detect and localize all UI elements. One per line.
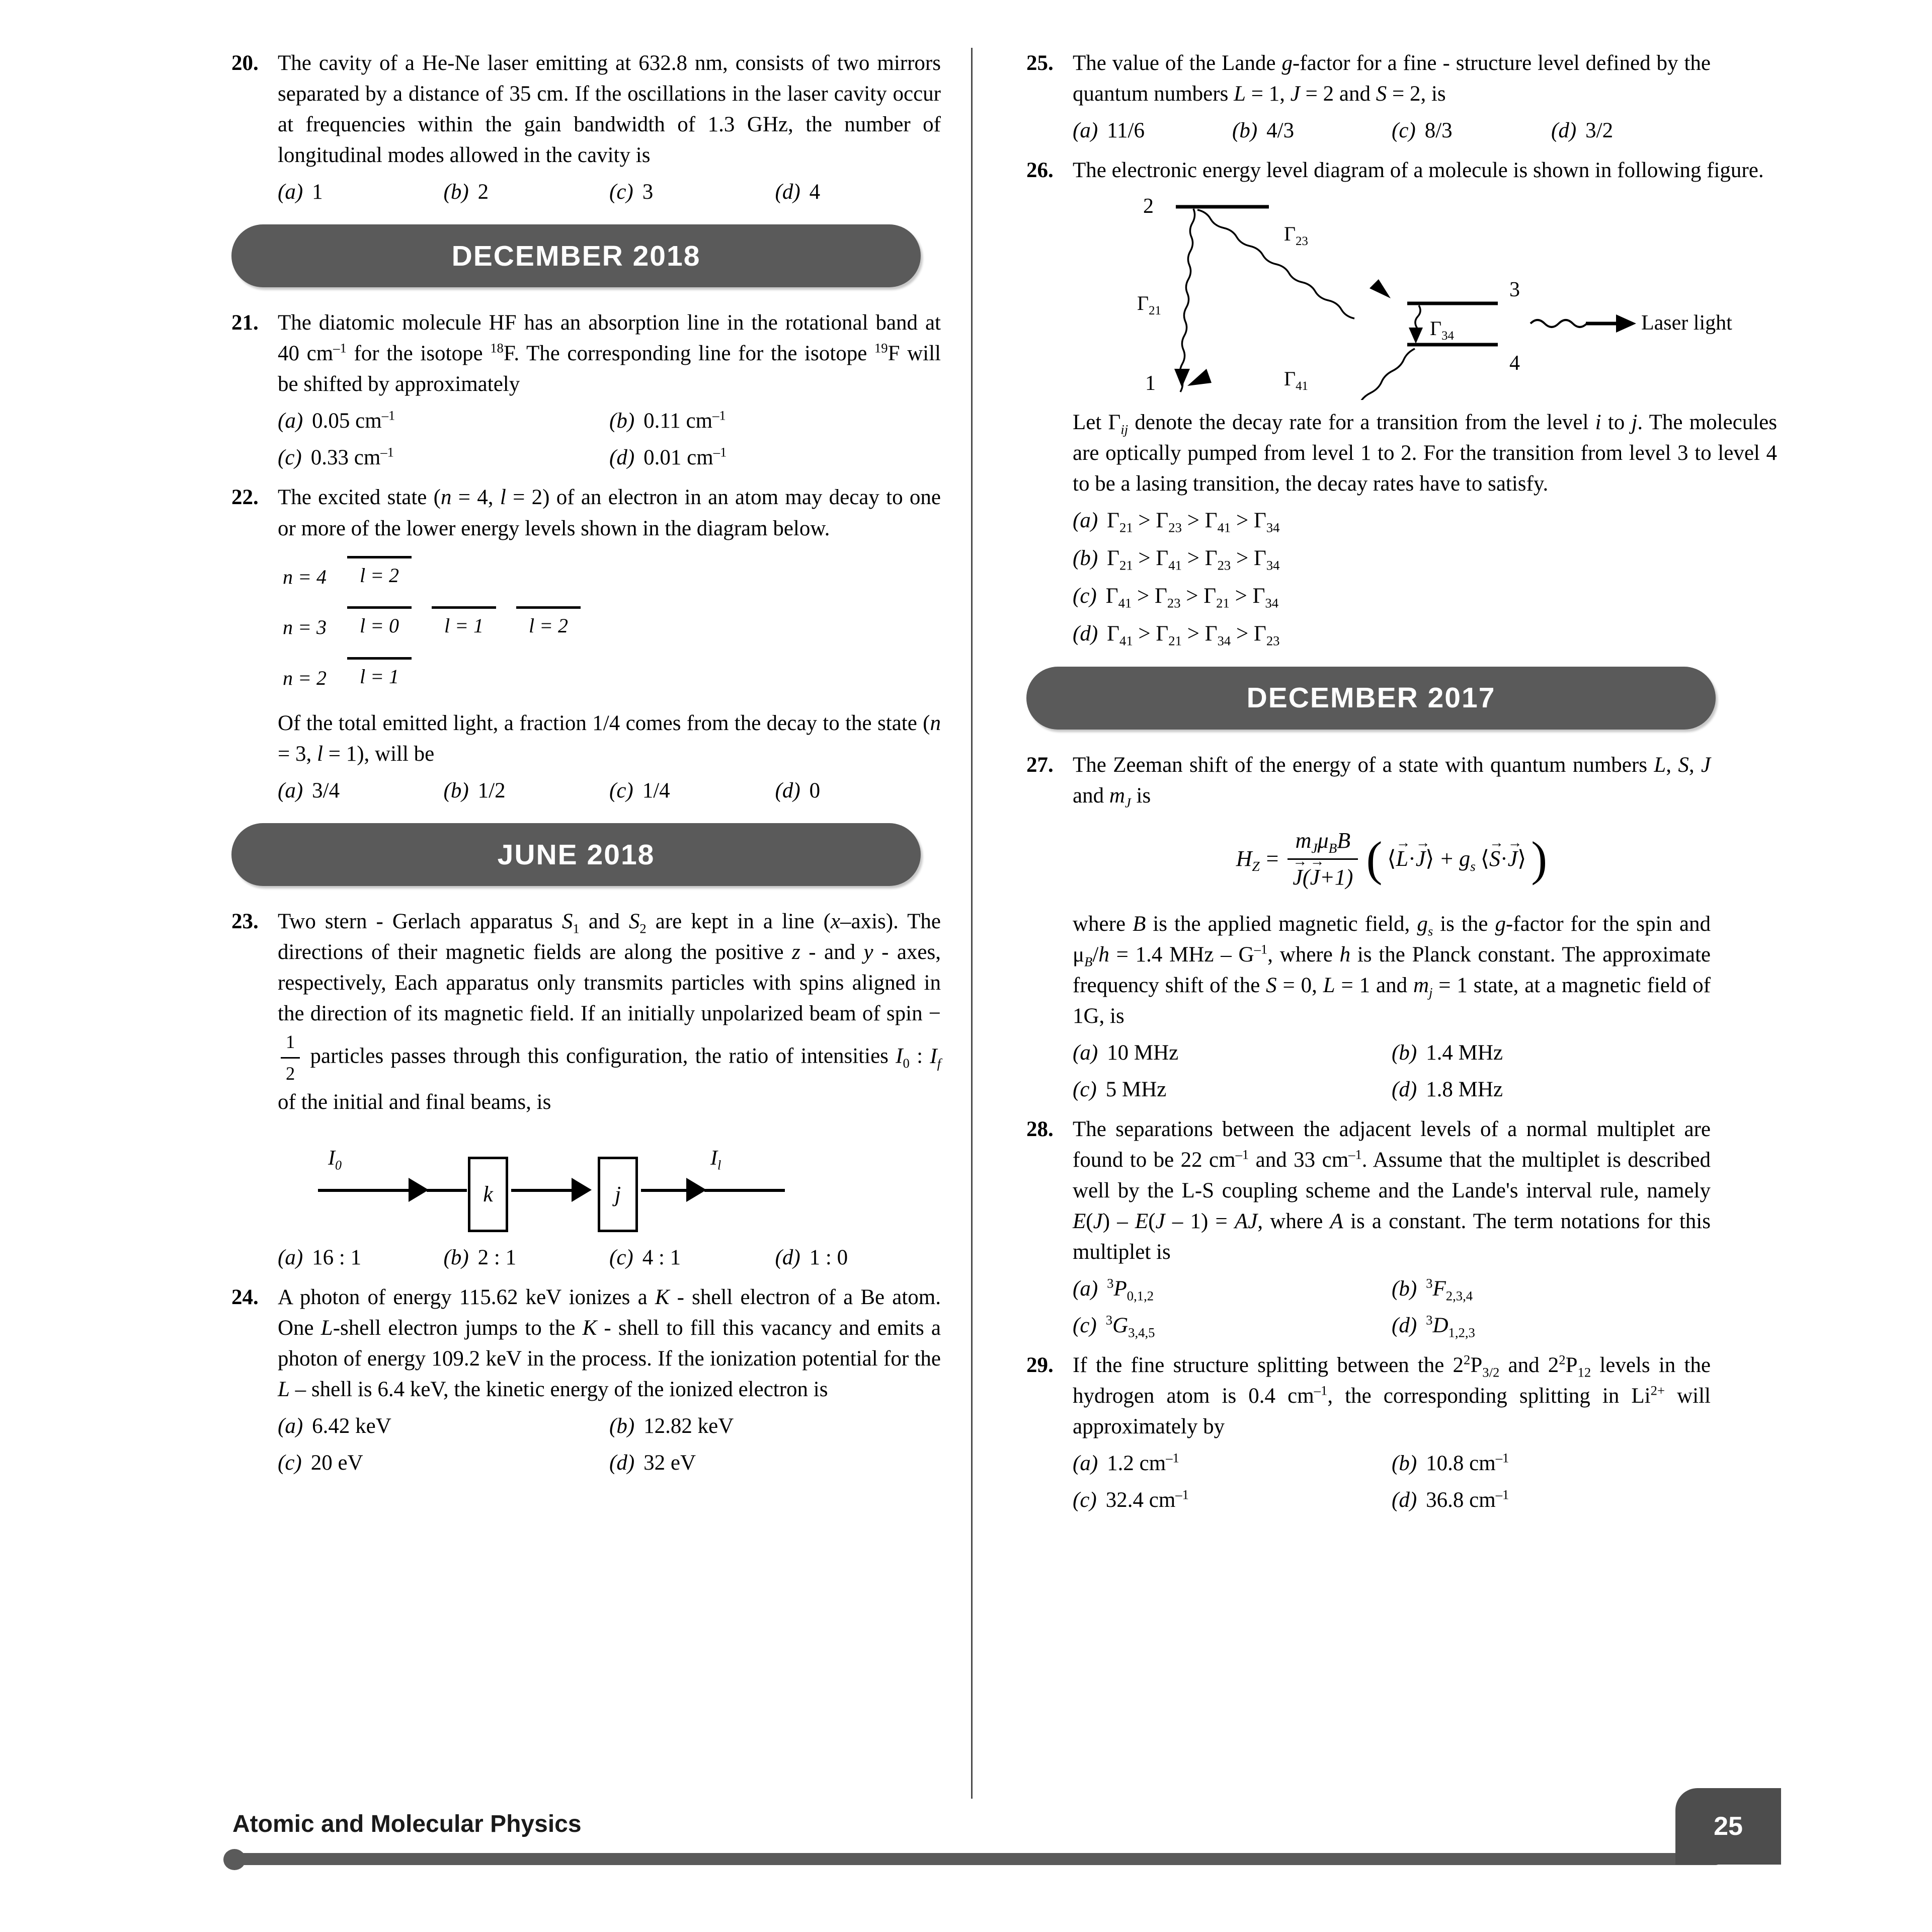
- option-row-1: [278, 406, 941, 436]
- question-text: The excited state (n = 4, l = 2) of an electron in an atom may decay to one or more of the lower energy levels shown in the diagram below.: [278, 486, 941, 540]
- question-24: [231, 1282, 941, 1478]
- option-text: 11/6: [1107, 119, 1145, 143]
- option-c[interactable]: [278, 1447, 609, 1478]
- option-b[interactable]: [609, 406, 941, 436]
- sublevel-group: [347, 606, 581, 640]
- option-label: (b): [1392, 1040, 1417, 1065]
- option-a[interactable]: [1073, 1448, 1392, 1479]
- option-label: (d): [1073, 622, 1098, 646]
- option-text: $\Gamma_{41} > \Gamma_{21} > \Gamma_{34} > \Gamma_{23}$: [1107, 622, 1280, 649]
- question-number: 22.: [231, 486, 259, 510]
- option-row: [278, 1242, 941, 1273]
- option-label: (d): [1392, 1488, 1417, 1512]
- option-text: 16 : 1: [312, 1246, 362, 1270]
- question-text: The electronic energy level diagram of a molecule is shown in following figure.: [1073, 158, 1764, 183]
- option-text: 5 MHz: [1105, 1077, 1167, 1101]
- energy-level-diagram: [283, 556, 941, 693]
- right-column: [971, 48, 1777, 1524]
- sublevel: [432, 606, 496, 640]
- question-body: [278, 307, 941, 473]
- question-28: [1026, 1114, 1711, 1341]
- apparatus-box-j: [598, 1157, 638, 1232]
- option-label: (c): [1073, 1488, 1097, 1512]
- question-23: [231, 906, 941, 1273]
- question-number: 28.: [1026, 1117, 1054, 1141]
- option-row: [1073, 115, 1711, 146]
- option-label: (a): [1073, 1040, 1098, 1065]
- level-3-label: 3: [1509, 278, 1520, 302]
- option-label: (d): [609, 1451, 635, 1475]
- question-22: [231, 482, 941, 806]
- level-2-label: 2: [1143, 195, 1154, 218]
- option-text: $^3P_{0,1,2}$: [1107, 1275, 1154, 1304]
- option-label: (a): [278, 180, 303, 204]
- section-banner-december-2018: DECEMBER 2018: [231, 224, 921, 287]
- question-text: The cavity of a He-Ne laser emitting at 632.8 nm, consists of two mirrors separated by a distance of 35 cm. If the oscillations in the laser cavity occur at frequencies within the gain bandwidth of 1.3 GHz, the number of longitudinal modes allowed in the cavity is: [278, 51, 941, 168]
- sublevel-label: l = 1: [359, 665, 399, 688]
- gamma-23-label: $\Gamma_{23}$: [1284, 222, 1308, 249]
- option-row-2: [1073, 1074, 1711, 1105]
- formula-equals: =: [1264, 846, 1280, 871]
- option-d[interactable]: [609, 442, 941, 473]
- question-text: If the fine structure splitting between the $2^2P_{3/2}$ and $2^2P_{12}$ levels in the hydrogen atom is 0.4 $cm^{-1}$, the corresponding splitting in $Li^{2+}$ will approximately by: [1073, 1352, 1711, 1439]
- laser-diagram-svg: [1133, 189, 1777, 400]
- option-row-1: [1073, 1273, 1711, 1304]
- question-text: The diatomic molecule HF has an absorption line in the rotational band at 40 $cm^{-1}$ for the isotope $^{18}$F. The corresponding line for the isotope $^{19}$F will be shifted by approximately: [278, 311, 941, 396]
- option-label: (b): [609, 409, 635, 433]
- sublevel-group: [347, 657, 412, 691]
- question-body: [278, 1282, 941, 1478]
- laser-energy-level-diagram: [1133, 189, 1777, 400]
- option-c[interactable]: [1073, 1074, 1392, 1105]
- left-column: [231, 48, 971, 1487]
- option-label: (b): [443, 779, 469, 803]
- gamma-41-arrow: [1187, 369, 1212, 386]
- formula-fraction: [1287, 825, 1358, 894]
- laser-light-label: Laser light: [1641, 311, 1732, 335]
- laser-light-arrow: [1616, 314, 1636, 333]
- option-c[interactable]: [609, 775, 775, 806]
- option-label: (b): [443, 1246, 469, 1270]
- option-text: 12.82 keV: [643, 1414, 734, 1438]
- question-26: [1026, 155, 1777, 649]
- option-row-1: [278, 1411, 941, 1441]
- beam-line-mid2: [511, 1189, 577, 1192]
- option-text: 2: [477, 180, 489, 204]
- option-a[interactable]: [278, 775, 444, 806]
- level-bar: [516, 606, 581, 609]
- gamma-23-arrow: [1370, 279, 1391, 298]
- fraction-numerator: $m_J\mu_BB$: [1295, 828, 1351, 856]
- option-label: (a): [278, 1414, 303, 1438]
- question-body: [278, 482, 941, 806]
- question-number: 20.: [231, 51, 259, 75]
- question-body: [1073, 1350, 1711, 1515]
- option-label: (d): [609, 446, 635, 470]
- option-text: 3: [642, 180, 654, 204]
- option-label: (a): [1073, 1452, 1098, 1476]
- option-d[interactable]: [775, 177, 941, 207]
- question-text-continued: Let $\Gamma_{ij}$ denote the decay rate for a transition from the level i to j. The molecules are optically pumped from level 1 to 2. For the transition from level 3 to level 4 to be a lasing transition, the decay rates have to satisfy.: [1073, 411, 1777, 496]
- option-label: (c): [609, 180, 633, 204]
- option-text: 0.33 $cm^{-1}$: [310, 445, 394, 470]
- arrow-head-in: [409, 1178, 429, 1202]
- option-label: (b): [1392, 1277, 1417, 1301]
- option-text: 1 : 0: [809, 1246, 848, 1270]
- option-d[interactable]: [775, 1242, 941, 1273]
- beam-line-in: [318, 1189, 414, 1192]
- option-row-2: [1073, 1310, 1711, 1341]
- question-number: 25.: [1026, 51, 1054, 75]
- zeeman-formula: [1073, 825, 1711, 894]
- option-label: (d): [1551, 119, 1577, 143]
- question-number: 21.: [231, 311, 259, 335]
- page-number-badge: 25: [1675, 1788, 1781, 1865]
- option-text: 0: [809, 779, 821, 803]
- option-label: (d): [775, 1246, 800, 1270]
- question-body: [1073, 48, 1711, 146]
- option-c[interactable]: [1073, 581, 1777, 611]
- option-label: (a): [278, 409, 303, 433]
- level-n-label: n = 2: [283, 667, 327, 690]
- sublevel: [516, 606, 581, 640]
- option-b[interactable]: [444, 775, 610, 806]
- question-body: [1073, 750, 1711, 1105]
- sublevel-label: l = 0: [359, 614, 399, 637]
- option-b[interactable]: [444, 177, 610, 207]
- question-text-continued: where B is the applied magnetic field, $g_s$ is the g-factor for the spin and $\mu_B/h = 1.4$ MHz – $G^{-1}$, where h is the Planck constant. The approximate frequency shift of the S = 0, L = 1 and $m_j = 1$ state, at a magnetic field of 1G, is: [1073, 912, 1711, 1028]
- question-body: [278, 48, 941, 207]
- option-b[interactable]: [609, 1411, 941, 1441]
- gamma-21-wave: [1180, 209, 1194, 392]
- arrow-head-mid: [572, 1178, 592, 1202]
- option-label: (b): [1392, 1452, 1417, 1476]
- level-1-label: 1: [1145, 372, 1156, 395]
- option-list: [1073, 505, 1777, 649]
- option-a[interactable]: [1073, 1273, 1392, 1304]
- sublevel-label: l = 2: [528, 614, 569, 637]
- option-text: 6.42 keV: [312, 1414, 391, 1438]
- question-27: [1026, 750, 1711, 1105]
- option-d[interactable]: [1392, 1310, 1711, 1341]
- option-text: 10 MHz: [1107, 1040, 1179, 1065]
- option-b[interactable]: [1232, 115, 1392, 146]
- level-bar: [347, 606, 412, 609]
- option-text: 10.8 $cm^{-1}$: [1426, 1450, 1509, 1476]
- option-text: $\Gamma_{21} > \Gamma_{23} > \Gamma_{41} > \Gamma_{34}$: [1107, 509, 1280, 535]
- inner-product-sj: ⟨S →·J →⟩: [1481, 843, 1526, 874]
- option-text: 32 eV: [643, 1451, 696, 1475]
- option-label: (c): [278, 446, 302, 470]
- sublevel-group: [347, 556, 412, 590]
- question-29: [1026, 1350, 1711, 1515]
- option-d[interactable]: [1392, 1485, 1711, 1515]
- laser-light-wave: [1531, 320, 1587, 327]
- energy-level-row-n4: [283, 556, 941, 592]
- option-b[interactable]: [1073, 543, 1777, 574]
- fraction-denominator: J →(J →+1): [1287, 858, 1358, 893]
- option-label: (d): [775, 779, 800, 803]
- question-25: [1026, 48, 1711, 146]
- option-text: 36.8 $cm^{-1}$: [1426, 1487, 1509, 1512]
- option-text: $^3D_{1,2,3}$: [1426, 1312, 1475, 1340]
- option-label: (c): [1392, 119, 1416, 143]
- option-text: $^3G_{3,4,5}$: [1105, 1312, 1155, 1340]
- close-paren: ): [1531, 832, 1548, 886]
- option-text: 4/3: [1266, 119, 1295, 143]
- option-label: (b): [609, 1414, 635, 1438]
- option-b[interactable]: [1392, 1273, 1711, 1304]
- option-text: 32.4 $cm^{-1}$: [1105, 1487, 1189, 1512]
- option-a[interactable]: [1073, 1037, 1392, 1068]
- option-row-2: [278, 1447, 941, 1478]
- question-text: Two stern - Gerlach apparatus $S_1$ and $S_2$ are kept in a line (x–axis). The directions of their magnetic fields are along the positive z - and y - axes, respectively, Each apparatus only transmits particles with spins aligned in the direction of its magnetic field. If an initially unpolarized beam of spin − $\frac{1}{2}$ particles passes through this configuration, the ratio of intensities $I_0$ : $I_f$ of the initial and final beams, is: [278, 910, 941, 1114]
- option-text: 1: [312, 180, 323, 204]
- option-label: (c): [609, 779, 633, 803]
- option-label: (c): [609, 1246, 633, 1270]
- beam-line-out2: [704, 1189, 785, 1192]
- section-banner-june-2018: JUNE 2018: [231, 823, 921, 886]
- option-text: 1.2 $cm^{-1}$: [1107, 1450, 1179, 1476]
- beam-line-mid1: [427, 1189, 467, 1192]
- option-d[interactable]: [1551, 115, 1711, 146]
- gamma-23-wave: [1197, 210, 1354, 318]
- question-body: [278, 906, 941, 1273]
- option-a[interactable]: [278, 1411, 609, 1441]
- level-n-label: n = 3: [283, 616, 327, 639]
- option-d[interactable]: [609, 1447, 941, 1478]
- energy-level-row-n2: [283, 657, 941, 693]
- option-row-2: [1073, 1485, 1711, 1515]
- level-4-label: 4: [1509, 352, 1520, 375]
- option-a[interactable]: [1073, 115, 1232, 146]
- option-a[interactable]: [1073, 505, 1777, 536]
- footer-title: Atomic and Molecular Physics: [232, 1811, 582, 1837]
- option-row-1: [1073, 1448, 1711, 1479]
- option-label: (b): [1073, 546, 1098, 571]
- gamma-41-wave: [1315, 349, 1415, 400]
- option-label: (c): [278, 1451, 302, 1475]
- option-text: 2 : 1: [477, 1246, 517, 1270]
- option-b[interactable]: [444, 1242, 610, 1273]
- question-number: 26.: [1026, 158, 1054, 183]
- question-number: 27.: [1026, 753, 1054, 777]
- question-body: [1073, 155, 1777, 649]
- inner-product-lj: ⟨L →·J →⟩: [1387, 843, 1434, 874]
- question-text-continued: Of the total emitted light, a fraction 1/4 comes from the decay to the state (n = 3, l = 1), will be: [278, 711, 941, 766]
- stern-gerlach-diagram: [308, 1125, 861, 1236]
- option-row: [278, 775, 941, 806]
- option-d[interactable]: [775, 775, 941, 806]
- sublevel: [347, 556, 412, 590]
- option-text: 4: [809, 180, 821, 204]
- option-text: $\Gamma_{21} > \Gamma_{41} > \Gamma_{23} > \Gamma_{34}$: [1107, 546, 1280, 573]
- apparatus-box-k: [468, 1157, 508, 1232]
- open-paren: (: [1366, 832, 1383, 886]
- option-text: $^3F_{2,3,4}$: [1426, 1275, 1473, 1304]
- option-label: (c): [1073, 1314, 1097, 1338]
- option-label: (a): [1073, 119, 1098, 143]
- arrow-head-out: [686, 1178, 706, 1202]
- option-text: 1.4 MHz: [1426, 1040, 1503, 1065]
- option-label: (a): [278, 779, 303, 803]
- option-c[interactable]: [278, 442, 609, 473]
- sublevel: [347, 657, 412, 691]
- j-hat-label: j: [614, 1181, 621, 1206]
- level-bar: [347, 556, 412, 558]
- question-number: 29.: [1026, 1353, 1054, 1378]
- option-c[interactable]: [609, 177, 775, 207]
- option-label: (d): [1392, 1077, 1417, 1101]
- option-label: (c): [1073, 584, 1097, 608]
- option-text: 4 : 1: [642, 1246, 681, 1270]
- option-text: 1/2: [477, 779, 506, 803]
- question-20: [231, 48, 941, 207]
- option-text: 0.05 $cm^{-1}$: [312, 408, 395, 433]
- two-column-layout: [231, 48, 1777, 1524]
- option-a[interactable]: [278, 406, 609, 436]
- option-c[interactable]: [609, 1242, 775, 1273]
- level-bar: [347, 657, 412, 660]
- sublevel-label: l = 2: [359, 564, 399, 587]
- question-text: The separations between the adjacent levels of a normal multiplet are found to be 22 $cm^{-1}$ and 33 $cm^{-1}$. Assume that the multiplet is described well by the L-S coupling scheme and the Lande's interval rule, namely E(J) – E(J – 1) = AJ, where A is a constant. The term notations for this multiplet is: [1073, 1117, 1711, 1264]
- option-d[interactable]: [1392, 1074, 1711, 1105]
- option-text: 8/3: [1424, 119, 1453, 143]
- footer-bar: [232, 1853, 1722, 1865]
- question-body: [1073, 1114, 1711, 1341]
- option-text: 3/2: [1585, 119, 1614, 143]
- question-number: 24.: [231, 1285, 259, 1310]
- option-text: 0.11 $cm^{-1}$: [643, 408, 726, 433]
- question-text: The Zeeman shift of the energy of a state with quantum numbers L, S, J and $m_J$ is: [1073, 753, 1711, 811]
- section-banner-december-2017: DECEMBER 2017: [1026, 667, 1716, 730]
- sublevel: [347, 606, 412, 640]
- sublevel-label: l = 1: [444, 614, 484, 637]
- option-text: 1/4: [642, 779, 670, 803]
- gamma-21-arrow: [1174, 369, 1190, 387]
- beam-line-out1: [641, 1189, 691, 1192]
- option-c[interactable]: [1073, 1485, 1392, 1515]
- option-a[interactable]: [278, 177, 444, 207]
- level-n-label: n = 4: [283, 565, 327, 588]
- formula-hz: $H_Z$: [1236, 846, 1260, 874]
- gamma-41-label: $\Gamma_{41}$: [1284, 367, 1308, 393]
- option-c[interactable]: [1392, 115, 1551, 146]
- option-label: (a): [1073, 1277, 1098, 1301]
- output-intensity-label: $I_l$: [710, 1147, 721, 1173]
- k-hat-label: k: [483, 1181, 493, 1206]
- option-row-2: [278, 442, 941, 473]
- option-a[interactable]: [278, 1242, 444, 1273]
- level-bar: [432, 606, 496, 609]
- option-label: (a): [278, 1246, 303, 1270]
- energy-level-row-n3: [283, 606, 941, 642]
- question-text: The value of the Lande g-factor for a fine - structure level defined by the quantum numbers L = 1, J = 2 and S = 2, is: [1073, 51, 1711, 106]
- gamma-21-label: $\Gamma_{21}$: [1137, 292, 1161, 318]
- question-number: 23.: [231, 910, 259, 934]
- gs-symbol: $g_s$: [1459, 846, 1476, 874]
- option-text: 20 eV: [310, 1451, 363, 1475]
- page-footer: [0, 1781, 1932, 1932]
- option-b[interactable]: [1392, 1037, 1711, 1068]
- option-d[interactable]: [1073, 618, 1777, 649]
- option-label: (a): [1073, 509, 1098, 533]
- option-c[interactable]: [1073, 1310, 1392, 1341]
- option-label: (d): [775, 180, 800, 204]
- input-intensity-label: $I_0$: [328, 1147, 342, 1173]
- question-text: A photon of energy 115.62 keV ionizes a K - shell electron of a Be atom. One L-shell electron jumps to the K - shell to fill this vacancy and emits a photon of energy 109.2 keV in the process. If the ionization potential for the L – shell is 6.4 keV, the kinetic energy of the ionized electron is: [278, 1285, 941, 1402]
- plus-sign: +: [1439, 846, 1455, 871]
- gamma-34-label: $\Gamma_{34}$: [1430, 317, 1454, 343]
- option-label: (b): [443, 180, 469, 204]
- option-row: [278, 177, 941, 207]
- option-text: 3/4: [312, 779, 340, 803]
- option-text: $\Gamma_{41} > \Gamma_{23} > \Gamma_{21} > \Gamma_{34}$: [1105, 584, 1279, 611]
- option-b[interactable]: [1392, 1448, 1711, 1479]
- option-text: 0.01 $cm^{-1}$: [643, 445, 727, 470]
- question-21: [231, 307, 941, 473]
- option-label: (b): [1232, 119, 1258, 143]
- option-text: 1.8 MHz: [1426, 1077, 1503, 1101]
- option-label: (c): [1073, 1077, 1097, 1101]
- gamma-34-arrow: [1409, 328, 1423, 344]
- option-row-1: [1073, 1037, 1711, 1068]
- option-label: (d): [1392, 1314, 1417, 1338]
